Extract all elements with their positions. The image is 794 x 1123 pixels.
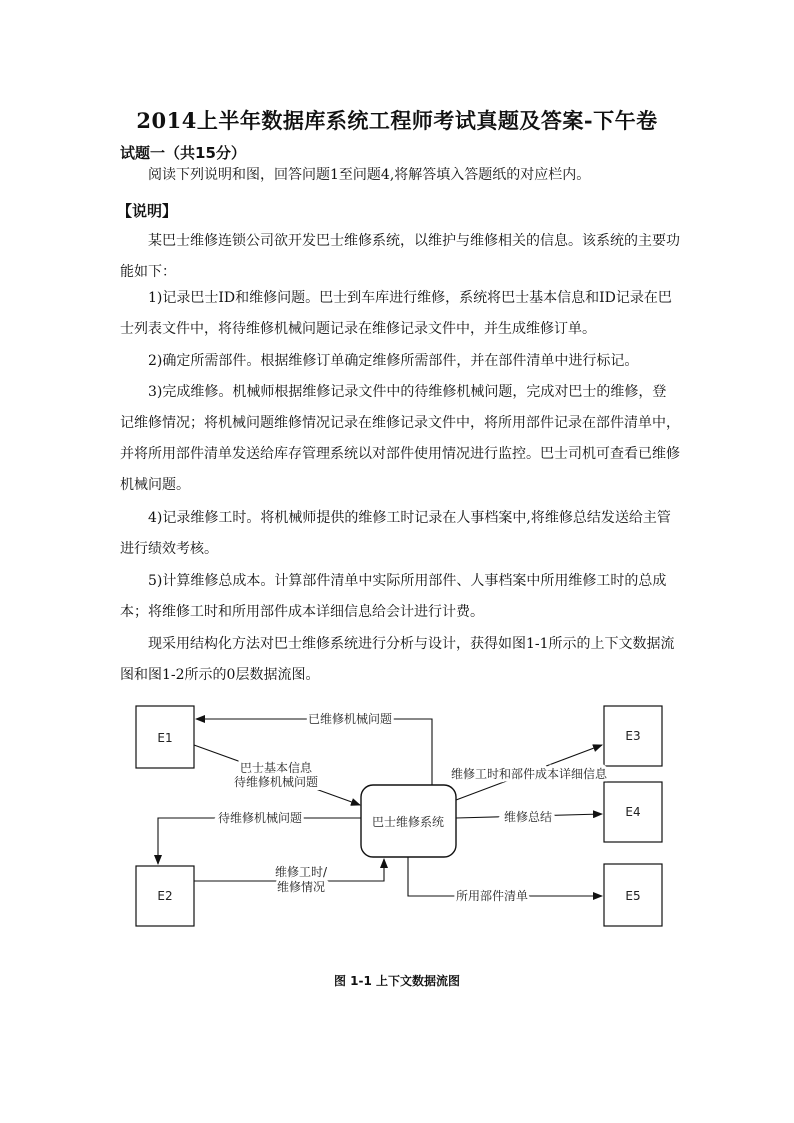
function-4-paragraph: 4)记录维修工时。将机械师提供的维修工时记录在人事档案中,将维修总结发送给主管进行绩效考核。 (120, 510, 671, 557)
explanation-label: 【说明】 (117, 202, 178, 220)
flow-bus-info-label-1: 巴士基本信息 (239, 761, 313, 775)
page-title: 2014上半年数据库系统工程师考试真题及答案-下午卷 (136, 108, 658, 133)
flow-bus-info-label-2: 待维修机械问题 (233, 775, 319, 789)
function-5-paragraph: 5)计算维修总成本。计算部件清单中实际所用部件、人事档案中所用维修工时的总成本；将维修工时和所用部件成本详细信息给会计进行计费。 (120, 573, 667, 620)
flow-summary-label: 维修总结 (503, 810, 553, 824)
section-heading: 试题一（共15分） (120, 144, 246, 162)
function-1-paragraph: 1)记录巴士ID和维修问题。巴士到车库进行维修，系统将巴士基本信息和ID记录在巴士列表文件中，将待维修机械问题记录在维修记录文件中，并生成维修订单。 (120, 290, 672, 337)
entity-e3-label: E3 (625, 729, 641, 743)
function-2-paragraph: 2)确定所需部件。根据维修订单确定维修所需部件，并在部件清单中进行标记。 (148, 353, 639, 369)
method-paragraph: 现采用结构化方法对巴士维修系统进行分析与设计，获得如图1-1所示的上下文数据流图和图1-2所示的0层数据流图。 (120, 636, 675, 683)
entity-e4-label: E4 (625, 805, 641, 819)
flow-work-hours-label-1: 维修工时/ (274, 865, 328, 879)
function-3-paragraph: 3)完成维修。机械师根据维修记录文件中的待维修机械问题，完成对巴士的维修，登记维修情况；将机械问题维修情况记录在维修记录文件中，将所用部件记录在部件清单中，并将所用部件清单发送给库存管理系统以对部件使用情况进行监控。巴士司机可查看已维修机械问题。 (120, 384, 680, 493)
flow-repaired-problems-label: 已维修机械问题 (307, 712, 393, 726)
process-label: 巴士维修系统 (371, 815, 445, 829)
entity-e5-label: E5 (625, 889, 641, 903)
description-paragraph: 某巴士维修连锁公司欲开发巴士维修系统，以维护与维修相关的信息。该系统的主要功能如下： (120, 233, 680, 280)
flow-pending-problems-label: 待维修机械问题 (217, 811, 303, 825)
entity-e2-label: E2 (157, 889, 173, 903)
flow-parts-list-label: 所用部件清单 (455, 889, 529, 903)
flow-work-hours-label-2: 维修情况 (276, 880, 326, 894)
intro-paragraph: 阅读下列说明和图，回答问题1至问题4,将解答填入答题纸的对应栏内。 (148, 167, 591, 183)
entity-e1-label: E1 (157, 731, 173, 745)
flow-cost-details-label: 维修工时和部件成本详细信息 (450, 767, 608, 781)
figure-caption: 图 1-1 上下文数据流图 (333, 974, 461, 988)
